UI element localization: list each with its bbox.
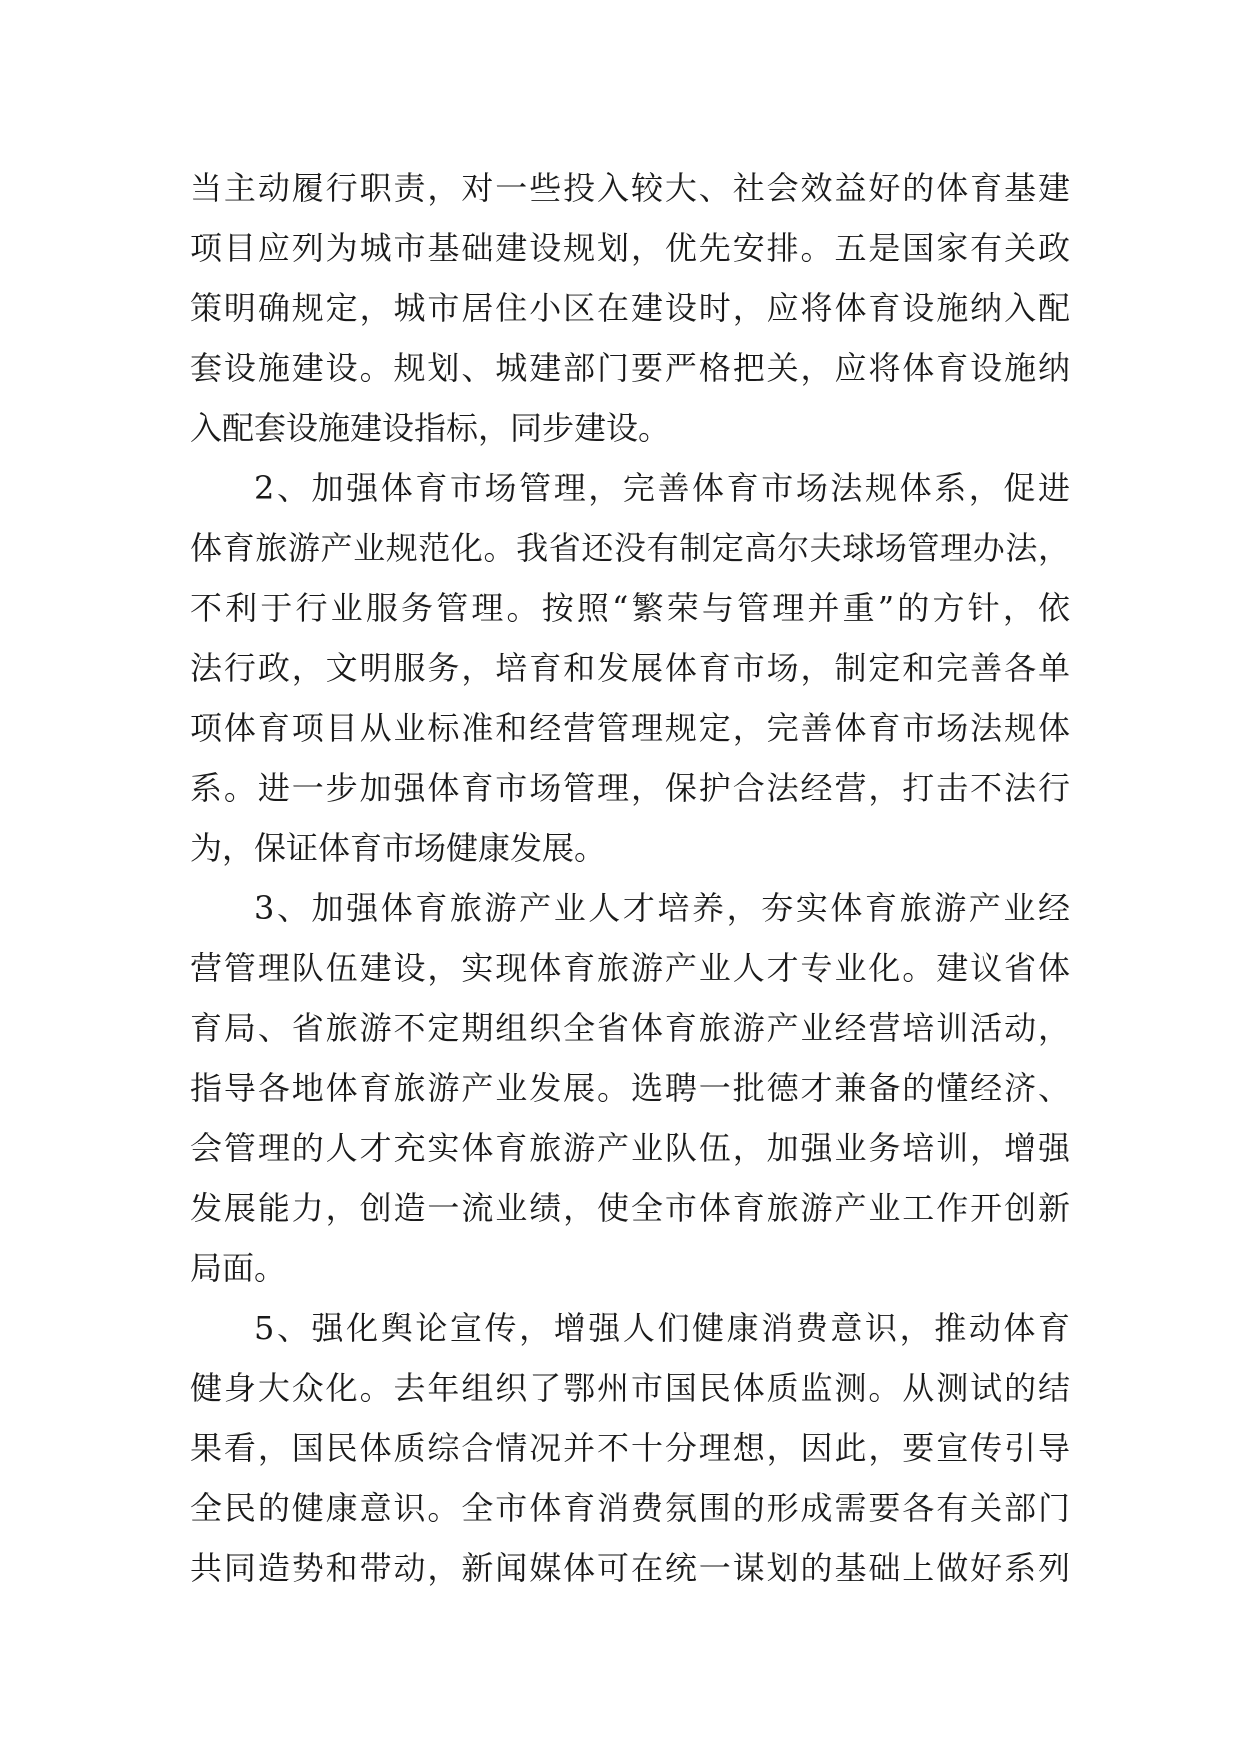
text-line: 体育旅游产业规范化。我省还没有制定高尔夫球场管理办法， — [190, 529, 1070, 567]
text-line: 套设施建设。规划、城建部门要严格把关，应将体育设施纳 — [190, 349, 1070, 387]
text-line: 为，保证体育市场健康发展。 — [190, 829, 607, 867]
text-line: 育局、省旅游不定期组织全省体育旅游产业经营培训活动， — [190, 1009, 1070, 1047]
text-line: 会管理的人才充实体育旅游产业队伍，加强业务培训，增强 — [190, 1129, 1070, 1167]
text-line: 项体育项目从业标准和经营管理规定，完善体育市场法规体 — [190, 709, 1070, 747]
text-line: 策明确规定，城市居住小区在建设时，应将体育设施纳入配 — [190, 289, 1070, 327]
text-line: 营管理队伍建设，实现体育旅游产业人才专业化。建议省体 — [190, 949, 1070, 987]
paragraph-first-line: 3、加强体育旅游产业人才培养，夯实体育旅游产业经 — [254, 889, 1070, 927]
text-line: 发展能力，创造一流业绩，使全市体育旅游产业工作开创新 — [190, 1189, 1070, 1227]
text-line: 健身大众化。去年组织了鄂州市国民体质监测。从测试的结 — [190, 1369, 1070, 1407]
body-text — [190, 158, 1070, 1598]
text-line: 系。进一步加强体育市场管理，保护合法经营，打击不法行 — [190, 769, 1070, 807]
text-line: 果看，国民体质综合情况并不十分理想，因此，要宣传引导 — [190, 1429, 1070, 1467]
paragraph-first-line: 2、加强体育市场管理，完善体育市场法规体系，促进 — [254, 469, 1070, 507]
text-line: 入配套设施建设指标，同步建设。 — [190, 409, 671, 447]
text-line: 项目应列为城市基础建设规划，优先安排。五是国家有关政 — [190, 229, 1070, 267]
text-line: 不利于行业服务管理。按照“繁荣与管理并重”的方针，依 — [190, 589, 1070, 627]
paragraph-first-line: 5、强化舆论宣传，增强人们健康消费意识，推动体育 — [254, 1309, 1070, 1347]
text-line: 当主动履行职责，对一些投入较大、社会效益好的体育基建 — [190, 169, 1070, 207]
text-line: 全民的健康意识。全市体育消费氛围的形成需要各有关部门 — [190, 1489, 1070, 1527]
text-line: 法行政，文明服务，培育和发展体育市场，制定和完善各单 — [190, 649, 1070, 687]
text-line: 共同造势和带动，新闻媒体可在统一谋划的基础上做好系列 — [190, 1549, 1070, 1587]
text-line: 指导各地体育旅游产业发展。选聘一批德才兼备的懂经济、 — [190, 1069, 1070, 1107]
text-line: 局面。 — [190, 1249, 287, 1287]
